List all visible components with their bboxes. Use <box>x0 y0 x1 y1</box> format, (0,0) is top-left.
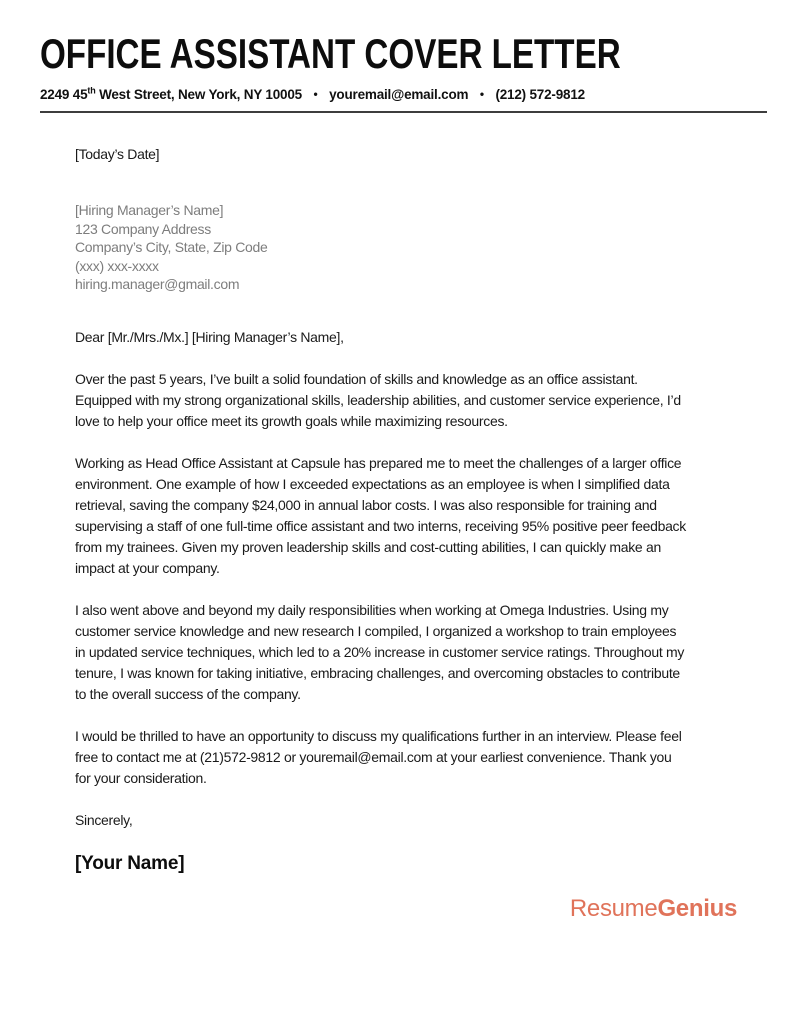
email-address: youremail@email.com <box>329 87 469 103</box>
letterhead <box>0 0 800 113</box>
page-title: OFFICE ASSISTANT COVER LETTER <box>40 30 621 77</box>
body-paragraph-1: Over the past 5 years, I’ve built a solid foundation of skills and knowledge as an office assistant. Equipped with my strong organizational skills, leadership abilities, and customer service experience, I’d love to help your office meet its growth goals while maximizing resources. <box>75 371 681 429</box>
phone-number: (212) 572-9812 <box>495 87 585 103</box>
resume-genius-logo <box>570 895 737 923</box>
letter-body <box>0 113 800 874</box>
body-paragraph-3: I also went above and beyond my daily responsibilities when working at Omega Industries. Using my customer service knowledge and new research I compiled, I organized a workshop to train employees in updated service techniques, which led to a 20% increase in customer service ratings. Throughout my tenure, I was known for taking initiative, embracing challenges, and overcoming obstacles to contribute to the overall success of the company. <box>75 602 685 702</box>
separator-dot-icon: • <box>479 87 484 102</box>
body-paragraph-2: Working as Head Office Assistant at Capsule has prepared me to meet the challenges of a larger office environment. One example of how I exceeded expectations as an employee is when I simplified data retrieval, saving the company $24,000 in annual labor costs. I was also responsible for training and supervising a staff of one full-time office assistant and two interns, receiving 95% positive peer feedback from my trainees. Given my proven leadership skills and cost-cutting abilities, I can quickly make an impact at your company. <box>75 455 686 576</box>
recipient-block <box>75 201 690 294</box>
contact-info-line <box>40 87 767 102</box>
street-address <box>40 87 302 102</box>
closing-line: Sincerely, <box>75 812 133 828</box>
body-paragraph-4: I would be thrilled to have an opportunity to discuss my qualifications further in an interview. Please feel free to contact me at (21)572-9812 or youremail@email.com at your earliest convenience. Thank you for your consideration. <box>75 728 682 786</box>
recipient-name: [Hiring Manager’s Name] <box>75 202 224 219</box>
street-number: 2249 45 <box>40 87 88 103</box>
ordinal-suffix: th <box>87 85 96 96</box>
date-line: [Today’s Date] <box>75 146 160 163</box>
street-name: West Street, New York, NY 10005 <box>95 87 302 103</box>
separator-dot-icon: • <box>313 87 318 102</box>
recipient-street: 123 Company Address <box>75 220 211 237</box>
logo-text-bold: Genius <box>657 895 737 922</box>
salutation: Dear [Mr./Mrs./Mx.] [Hiring Manager’s Name], <box>75 329 344 345</box>
logo-text-regular: Resume <box>569 895 658 922</box>
recipient-phone: (xxx) xxx-xxxx <box>75 257 159 274</box>
recipient-city-state-zip: Company’s City, State, Zip Code <box>75 239 268 256</box>
recipient-email: hiring.manager@gmail.com <box>75 276 240 293</box>
signature-name: [Your Name] <box>75 853 185 874</box>
